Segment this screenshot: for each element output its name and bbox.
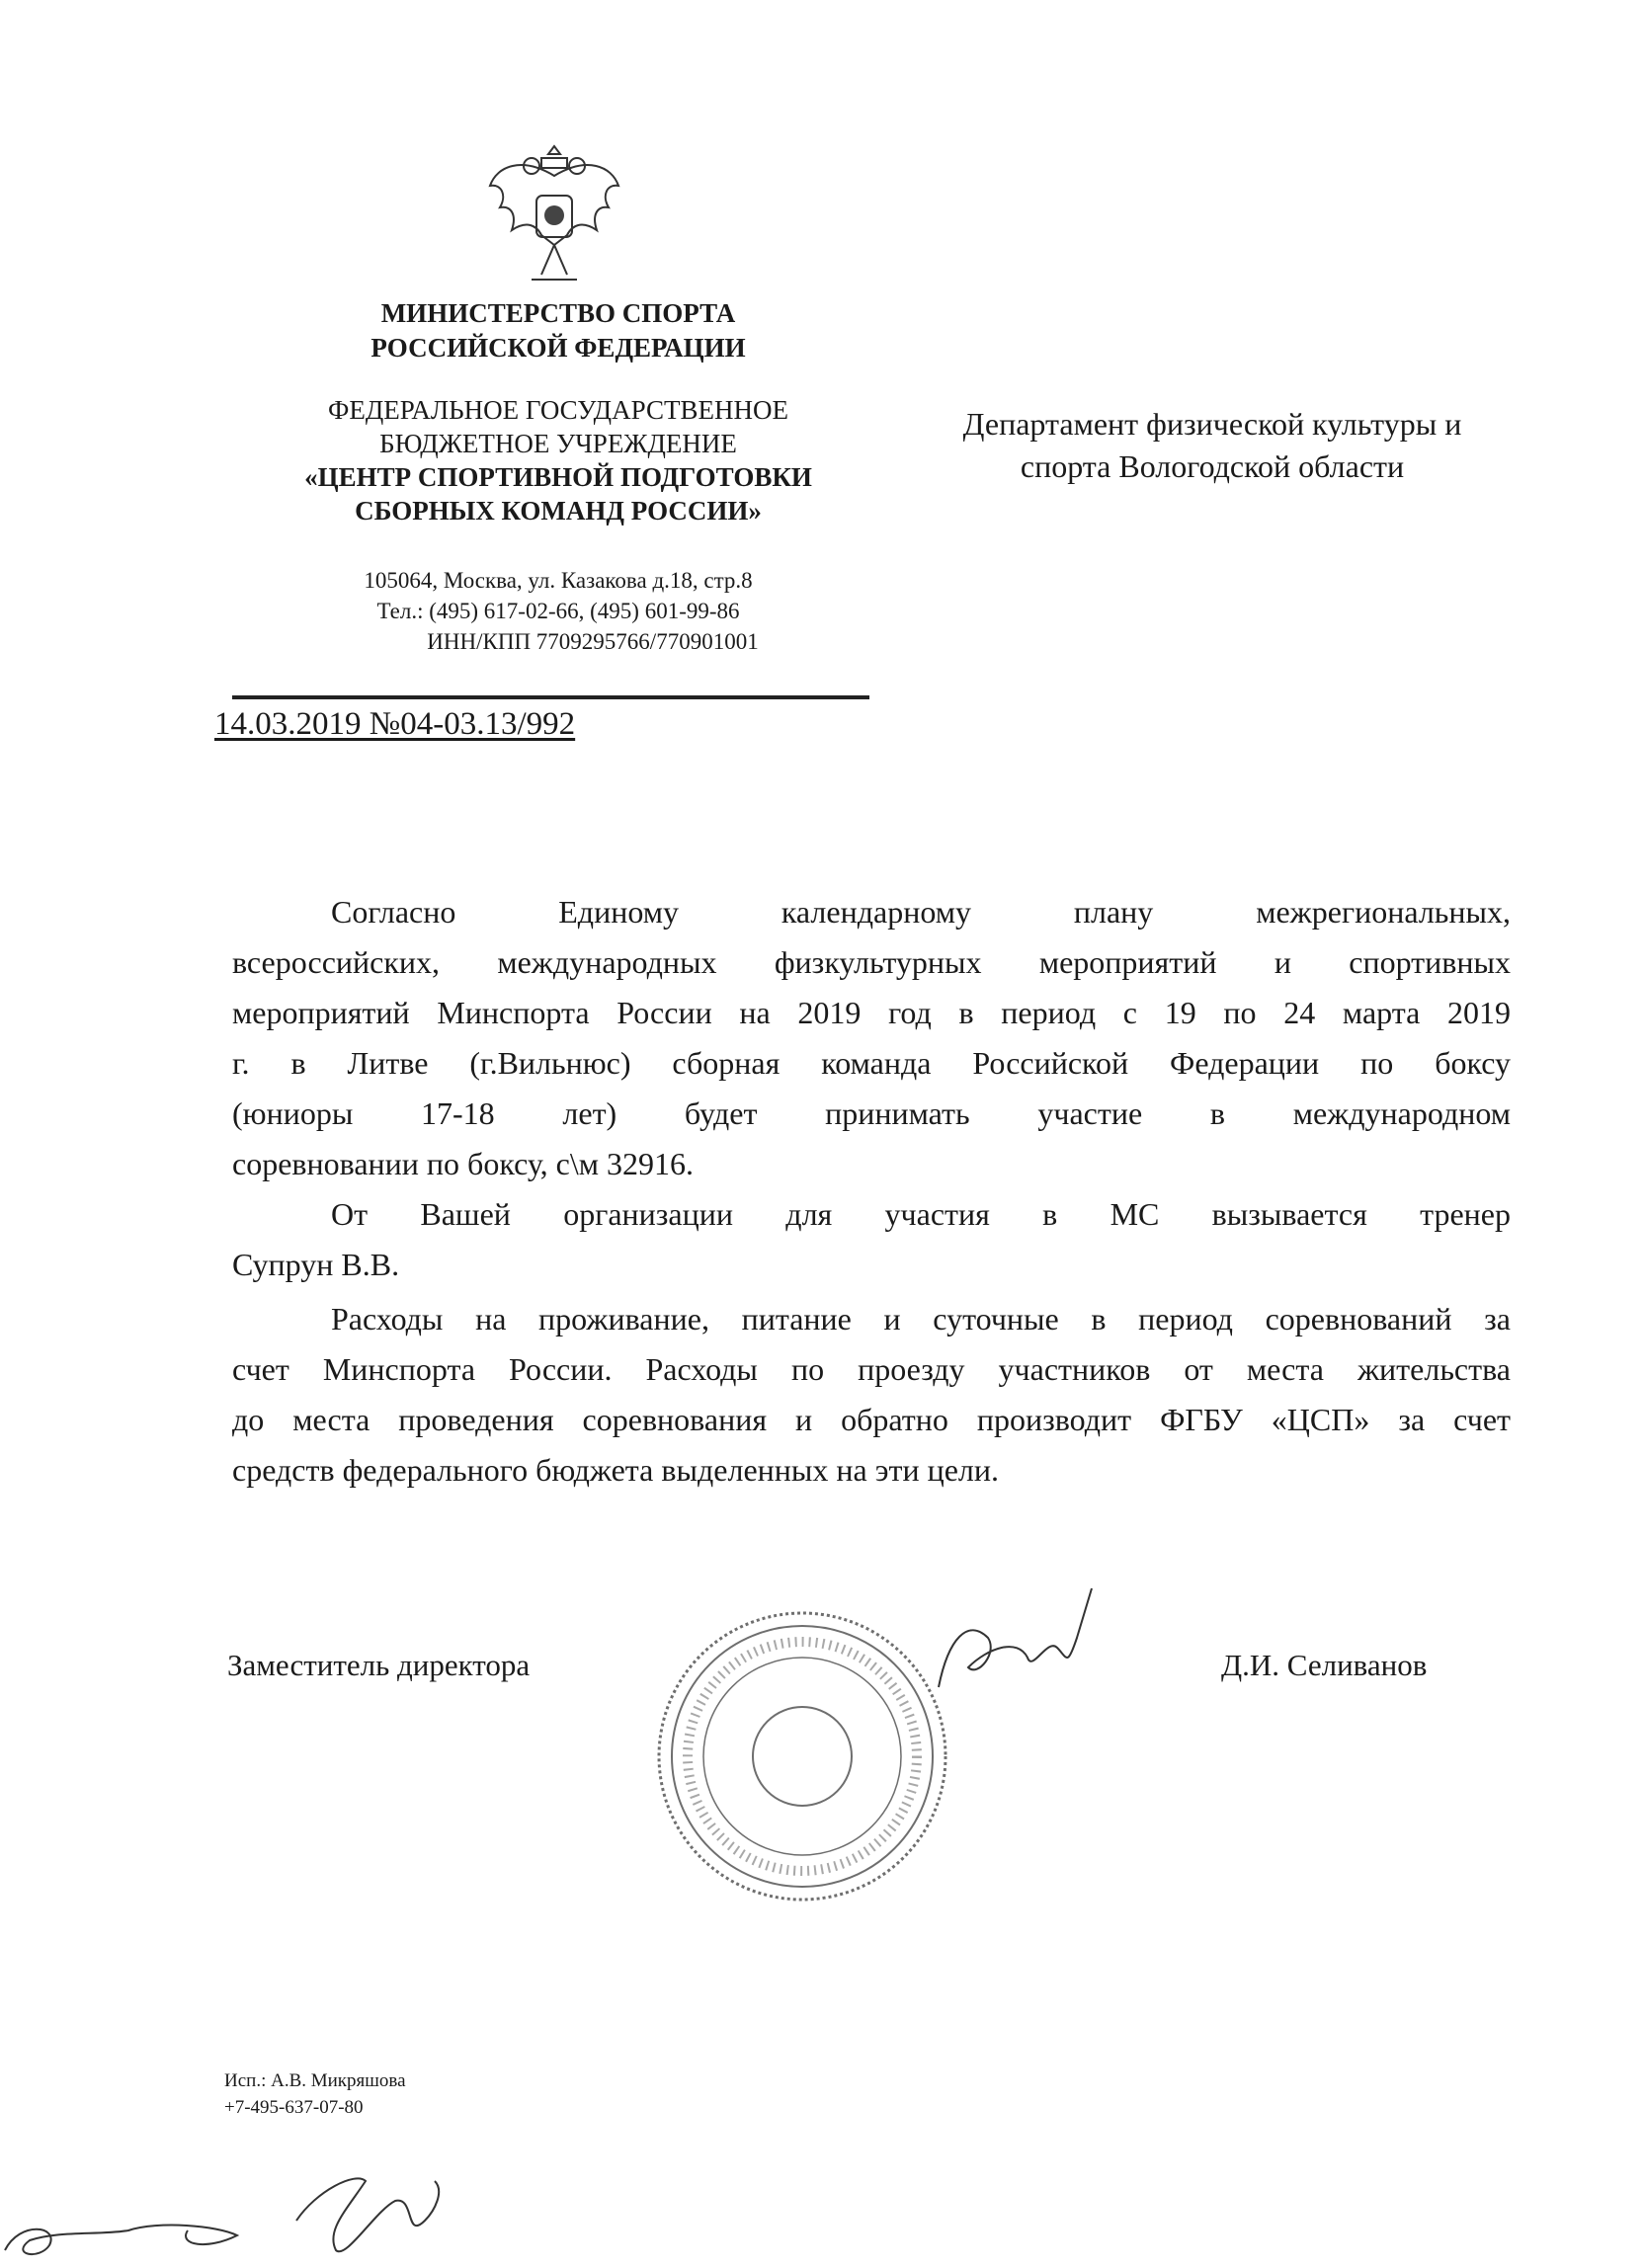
- executor-name: Исп.: А.В. Микряшова: [224, 2070, 406, 2091]
- executor-phone: +7-495-637-07-80: [224, 2097, 364, 2118]
- body-line: соревновании по боксу, с\м 32916.: [232, 1146, 694, 1181]
- body-line: г. в Литве (г.Вильнюс) сборная команда Российской Федерации по боксу: [232, 1045, 1511, 1081]
- ministry-name: [296, 296, 820, 365]
- org-type-line: ФЕДЕРАЛЬНОЕ ГОСУДАРСТВЕННОЕ: [328, 395, 788, 425]
- body-line: до места проведения соревнования и обратно производит ФГБУ «ЦСП» за счет: [232, 1402, 1511, 1437]
- recipient-line: Департамент физической культуры и: [962, 406, 1462, 442]
- ministry-line: МИНИСТЕРСТВО СПОРТА: [380, 298, 736, 328]
- director-signature: [909, 1579, 1107, 1717]
- body-line: счет Минспорта России. Расходы по проезду участников от места жительства: [232, 1351, 1511, 1387]
- recipient: [901, 403, 1523, 488]
- official-stamp: [654, 1608, 950, 1904]
- body-line: всероссийских, международных физкультурных мероприятий и спортивных: [232, 944, 1511, 980]
- body-line: Согласно Единому календарному плану межрегиональных,: [331, 894, 1511, 930]
- executor-info: [224, 2067, 406, 2121]
- signatory-name: Д.И. Селиванов: [1221, 1648, 1428, 1682]
- registration-number: 14.03.2019 №04-03.13/992: [214, 706, 576, 742]
- approval-signatures: [0, 2151, 474, 2268]
- body-line: Расходы на проживание, питание и суточные в период соревнований за: [331, 1301, 1511, 1336]
- body-line: От Вашей организации для участия в МС вызывается тренер: [331, 1196, 1511, 1232]
- paragraph: [232, 1189, 1511, 1290]
- body-line: (юниоры 17-18 лет) будет принимать участие в международном: [232, 1095, 1511, 1131]
- org-name-line: СБОРНЫХ КОМАНД РОССИИ»: [355, 496, 762, 526]
- inn-line: ИНН/КПП 7709295766/770901001: [427, 629, 759, 654]
- org-name-line: «ЦЕНТР СПОРТИВНОЙ ПОДГОТОВКИ: [304, 462, 812, 492]
- organization-name: [267, 393, 850, 527]
- body-line: мероприятий Минспорта России на 2019 год в период с 19 по 24 марта 2019: [232, 995, 1511, 1030]
- phone-line: Тел.: (495) 617-02-66, (495) 601-99-86: [376, 599, 740, 623]
- letter-body: [232, 887, 1511, 1496]
- body-line: Супрун В.В.: [232, 1247, 400, 1282]
- address-line: 105064, Москва, ул. Казакова д.18, стр.8: [364, 568, 753, 593]
- recipient-line: спорта Вологодской области: [1020, 448, 1405, 484]
- ministry-line: РОССИЙСКОЙ ФЕДЕРАЦИИ: [370, 333, 746, 363]
- signatory-position: Заместитель директора: [227, 1648, 531, 1682]
- body-line: средств федерального бюджета выделенных на эти цели.: [232, 1452, 999, 1488]
- coat-of-arms-emblem: [482, 136, 626, 294]
- paragraph: [232, 887, 1511, 1189]
- paragraph: [232, 1294, 1511, 1496]
- header-divider: [232, 695, 869, 699]
- org-type-line: БЮДЖЕТНОЕ УЧРЕЖДЕНИЕ: [379, 429, 737, 458]
- org-address: [296, 565, 820, 657]
